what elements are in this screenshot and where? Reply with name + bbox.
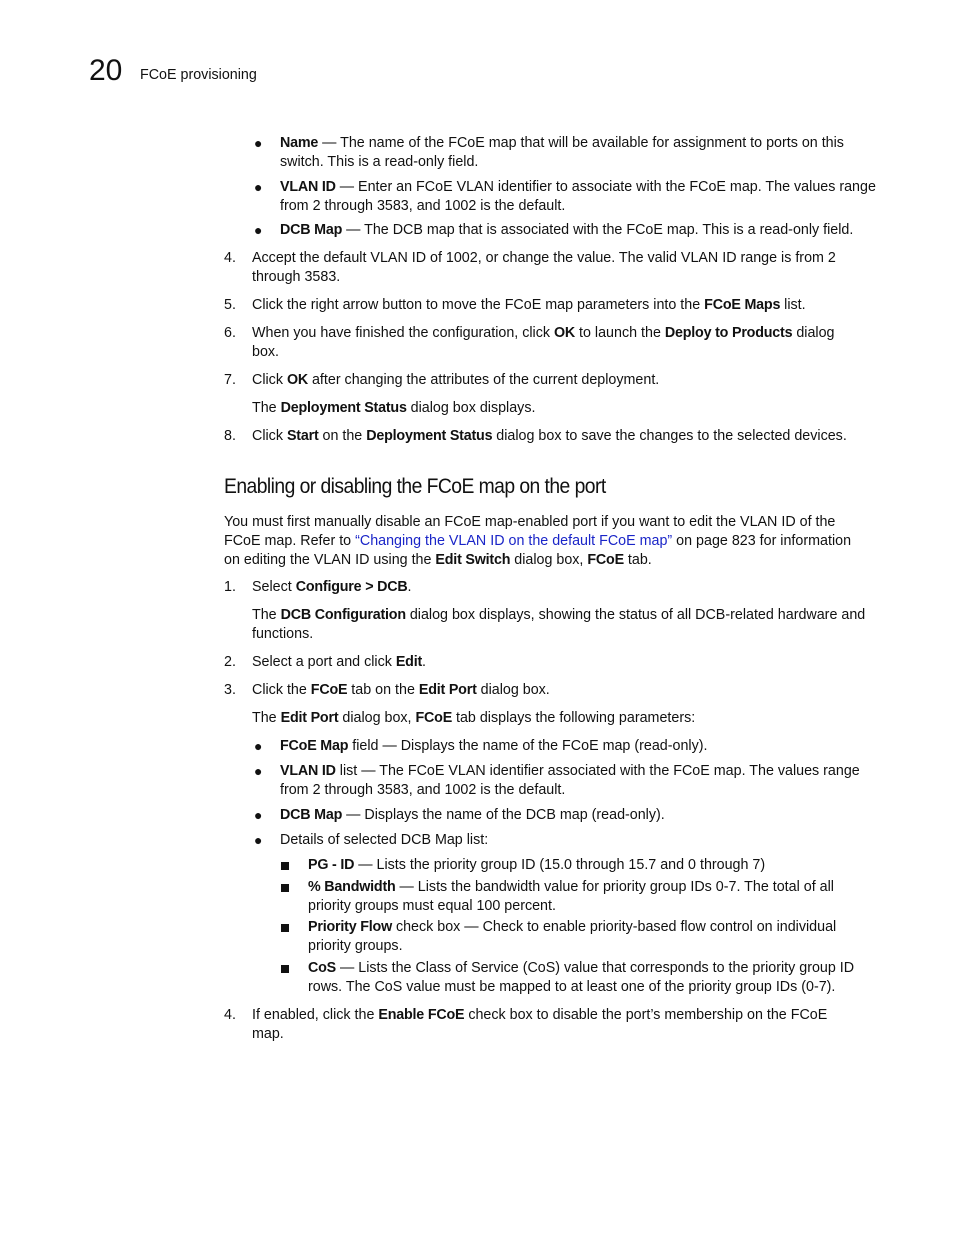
list-item: DCB Map — Displays the name of the DCB map (read-only). xyxy=(280,807,665,823)
cross-reference-link[interactable]: “Changing the VLAN ID on the default FCoE map” xyxy=(355,533,673,549)
step-text: When you have finished the configuration, click OK to launch the Deploy to Products dialog box. xyxy=(252,325,835,360)
step-number: 2. xyxy=(224,654,236,670)
step-text: If enabled, click the Enable FCoE check box to disable the port’s membership on the FCoE map. xyxy=(252,1007,828,1042)
bullet-icon: ● xyxy=(254,135,263,151)
step-text: Click the FCoE tab on the Edit Port dialog box. xyxy=(252,682,550,698)
step-text: Accept the default VLAN ID of 1002, or change the value. The valid VLAN ID range is from 2 through 3583. xyxy=(252,250,836,285)
bullet-icon: ● xyxy=(254,222,263,238)
square-bullet-icon xyxy=(281,862,289,870)
step-note: The Edit Port dialog box, FCoE tab displays the following parameters: xyxy=(252,710,696,726)
step-text: Select a port and click Edit. xyxy=(252,654,427,670)
step-number: 1. xyxy=(224,579,236,595)
step-number: 6. xyxy=(224,325,236,341)
step-text: Click the right arrow button to move the FCoE map parameters into the FCoE Maps list. xyxy=(252,297,806,313)
square-bullet-icon xyxy=(281,884,289,892)
step-number: 4. xyxy=(224,250,236,266)
sub-list-item: Priority Flow check box — Check to enable priority-based flow control on individual priority groups. xyxy=(308,919,837,954)
step-note: The DCB Configuration dialog box displays, showing the status of all DCB-related hardware and functions. xyxy=(252,607,866,642)
list-item: FCoE Map field — Displays the name of the FCoE map (read-only). xyxy=(280,738,708,754)
bullet-icon: ● xyxy=(254,832,263,848)
bullet-icon: ● xyxy=(254,763,263,779)
sub-list-item: CoS — Lists the Class of Service (CoS) value that corresponds to the priority group ID rows. The CoS value must be mapped to at least one of the priority group IDs (0-7). xyxy=(308,960,855,995)
step-text: Select Configure > DCB. xyxy=(252,579,412,595)
section-heading: Enabling or disabling the FCoE map on the port xyxy=(224,475,606,498)
step-number: 4. xyxy=(224,1007,236,1023)
chapter-number: 20 xyxy=(89,54,123,87)
step-number: 3. xyxy=(224,682,236,698)
step-text: Click Start on the Deployment Status dialog box to save the changes to the selected devices. xyxy=(252,428,847,444)
square-bullet-icon xyxy=(281,924,289,932)
bullet-icon: ● xyxy=(254,179,263,195)
bullet-icon: ● xyxy=(254,738,263,754)
square-bullet-icon xyxy=(281,965,289,973)
section-intro: You must first manually disable an FCoE map-enabled port if you want to edit the VLAN ID of the FCoE map. Refer to “Changing the VLAN ID on the default FCoE map” on page 823 for information on editing the VLAN ID using the Edit Switch dialog box, FCoE tab. xyxy=(224,514,852,568)
step-number: 8. xyxy=(224,428,236,444)
step-note: The Deployment Status dialog box displays. xyxy=(252,400,536,416)
sub-list-item: PG - ID — Lists the priority group ID (15.0 through 15.7 and 0 through 7) xyxy=(308,857,766,873)
list-item: Details of selected DCB Map list: xyxy=(280,832,489,848)
list-item: DCB Map — The DCB map that is associated with the FCoE map. This is a read-only field. xyxy=(280,222,854,238)
bullet-icon: ● xyxy=(254,807,263,823)
list-item: VLAN ID list — The FCoE VLAN identifier associated with the FCoE map. The values range from 2 through 3583, and 1002 is the default. xyxy=(280,763,860,798)
sub-list-item: % Bandwidth — Lists the bandwidth value for priority group IDs 0-7. The total of all priority groups must equal 100 percent. xyxy=(308,879,834,914)
list-item: VLAN ID — Enter an FCoE VLAN identifier to associate with the FCoE map. The values range from 2 through 3583, and 1002 is the default. xyxy=(280,179,876,214)
step-number: 5. xyxy=(224,297,236,313)
step-number: 7. xyxy=(224,372,236,388)
list-item: Name — The name of the FCoE map that will be available for assignment to ports on this switch. This is a read-only field. xyxy=(280,135,844,170)
step-text: Click OK after changing the attributes of the current deployment. xyxy=(252,372,660,388)
chapter-title: FCoE provisioning xyxy=(140,67,257,83)
